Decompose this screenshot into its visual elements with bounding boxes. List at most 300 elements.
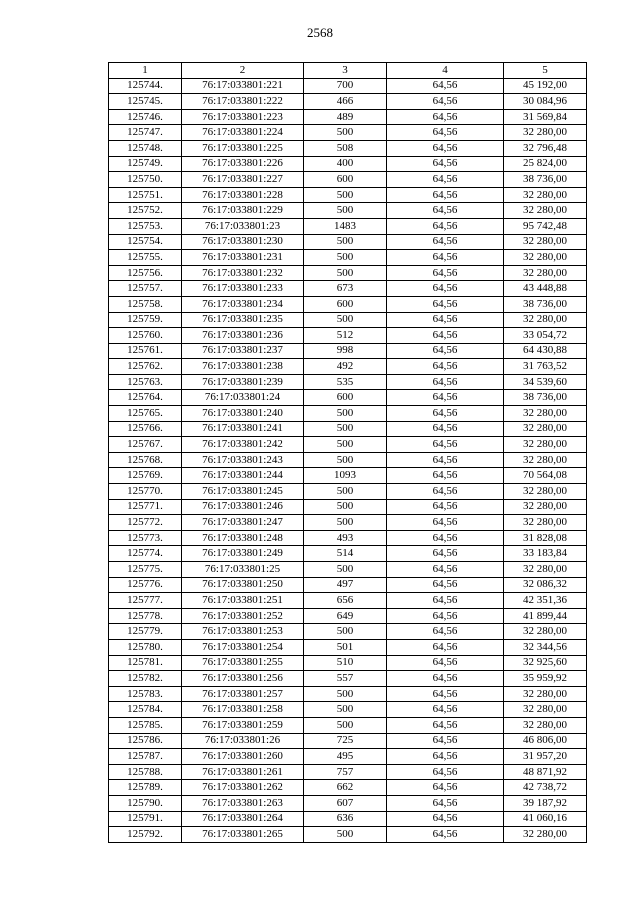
- amount-cell: 25 824,00: [504, 156, 587, 172]
- cadastral-number-cell: 76:17:033801:227: [182, 172, 304, 188]
- column-header: 2: [182, 63, 304, 79]
- rate-cell: 64,56: [387, 499, 504, 515]
- rate-cell: 64,56: [387, 686, 504, 702]
- table-row: [109, 811, 587, 827]
- cadastral-number-cell: 76:17:033801:223: [182, 109, 304, 125]
- rate-cell: 64,56: [387, 109, 504, 125]
- amount-cell: 31 763,52: [504, 359, 587, 375]
- rate-cell: 64,56: [387, 655, 504, 671]
- rate-cell: 64,56: [387, 218, 504, 234]
- table-row: [109, 546, 587, 562]
- amount-cell: 38 736,00: [504, 390, 587, 406]
- table-row: [109, 406, 587, 422]
- row-number-cell: 125771.: [109, 499, 182, 515]
- area-cell: 500: [304, 265, 387, 281]
- cadastral-number-cell: 76:17:033801:245: [182, 484, 304, 500]
- amount-cell: 32 086,32: [504, 577, 587, 593]
- area-cell: 493: [304, 530, 387, 546]
- amount-cell: 42 351,36: [504, 593, 587, 609]
- area-cell: 656: [304, 593, 387, 609]
- area-cell: 500: [304, 515, 387, 531]
- rate-cell: 64,56: [387, 764, 504, 780]
- row-number-cell: 125773.: [109, 530, 182, 546]
- table-row: [109, 390, 587, 406]
- rate-cell: 64,56: [387, 608, 504, 624]
- cadastral-number-cell: 76:17:033801:224: [182, 125, 304, 141]
- amount-cell: 32 280,00: [504, 421, 587, 437]
- cadastral-number-cell: 76:17:033801:230: [182, 234, 304, 250]
- area-cell: 489: [304, 109, 387, 125]
- cadastral-number-cell: 76:17:033801:243: [182, 452, 304, 468]
- cadastral-number-cell: 76:17:033801:256: [182, 671, 304, 687]
- amount-cell: 31 957,20: [504, 749, 587, 765]
- cadastral-number-cell: 76:17:033801:238: [182, 359, 304, 375]
- table-row: [109, 234, 587, 250]
- row-number-cell: 125792.: [109, 827, 182, 843]
- table-row: [109, 562, 587, 578]
- row-number-cell: 125745.: [109, 94, 182, 110]
- cadastral-number-cell: 76:17:033801:26: [182, 733, 304, 749]
- cadastral-number-cell: 76:17:033801:247: [182, 515, 304, 531]
- cadastral-number-cell: 76:17:033801:253: [182, 624, 304, 640]
- cadastral-number-cell: 76:17:033801:249: [182, 546, 304, 562]
- cadastral-number-cell: 76:17:033801:244: [182, 468, 304, 484]
- row-number-cell: 125789.: [109, 780, 182, 796]
- amount-cell: 46 806,00: [504, 733, 587, 749]
- area-cell: 500: [304, 702, 387, 718]
- rate-cell: 64,56: [387, 374, 504, 390]
- cadastral-number-cell: 76:17:033801:234: [182, 296, 304, 312]
- cadastral-number-cell: 76:17:033801:251: [182, 593, 304, 609]
- area-cell: 500: [304, 562, 387, 578]
- amount-cell: 32 280,00: [504, 406, 587, 422]
- rate-cell: 64,56: [387, 406, 504, 422]
- area-cell: 757: [304, 764, 387, 780]
- amount-cell: 32 280,00: [504, 702, 587, 718]
- table-row: [109, 359, 587, 375]
- amount-cell: 32 280,00: [504, 515, 587, 531]
- amount-cell: 32 280,00: [504, 717, 587, 733]
- amount-cell: 32 280,00: [504, 562, 587, 578]
- rate-cell: 64,56: [387, 328, 504, 344]
- row-number-cell: 125772.: [109, 515, 182, 531]
- row-number-cell: 125749.: [109, 156, 182, 172]
- row-number-cell: 125763.: [109, 374, 182, 390]
- cadastral-number-cell: 76:17:033801:228: [182, 187, 304, 203]
- area-cell: 466: [304, 94, 387, 110]
- amount-cell: 32 344,56: [504, 639, 587, 655]
- area-cell: 636: [304, 811, 387, 827]
- amount-cell: 32 280,00: [504, 827, 587, 843]
- rate-cell: 64,56: [387, 795, 504, 811]
- cadastral-number-cell: 76:17:033801:257: [182, 686, 304, 702]
- rate-cell: 64,56: [387, 187, 504, 203]
- rate-cell: 64,56: [387, 468, 504, 484]
- cadastral-number-cell: 76:17:033801:259: [182, 717, 304, 733]
- table-row: [109, 125, 587, 141]
- row-number-cell: 125779.: [109, 624, 182, 640]
- rate-cell: 64,56: [387, 343, 504, 359]
- amount-cell: 32 796,48: [504, 140, 587, 156]
- row-number-cell: 125781.: [109, 655, 182, 671]
- amount-cell: 30 084,96: [504, 94, 587, 110]
- column-header: 1: [109, 63, 182, 79]
- cadastral-number-cell: 76:17:033801:239: [182, 374, 304, 390]
- row-number-cell: 125760.: [109, 328, 182, 344]
- amount-cell: 31 828,08: [504, 530, 587, 546]
- data-table: [108, 62, 587, 843]
- table-row: [109, 655, 587, 671]
- rate-cell: 64,56: [387, 296, 504, 312]
- table-row: [109, 577, 587, 593]
- cadastral-number-cell: 76:17:033801:235: [182, 312, 304, 328]
- rate-cell: 64,56: [387, 78, 504, 94]
- cadastral-number-cell: 76:17:033801:221: [182, 78, 304, 94]
- row-number-cell: 125788.: [109, 764, 182, 780]
- rate-cell: 64,56: [387, 156, 504, 172]
- row-number-cell: 125753.: [109, 218, 182, 234]
- rate-cell: 64,56: [387, 265, 504, 281]
- amount-cell: 43 448,88: [504, 281, 587, 297]
- amount-cell: 32 280,00: [504, 312, 587, 328]
- amount-cell: 64 430,88: [504, 343, 587, 359]
- table-row: [109, 468, 587, 484]
- amount-cell: 35 959,92: [504, 671, 587, 687]
- rate-cell: 64,56: [387, 749, 504, 765]
- cadastral-number-cell: 76:17:033801:226: [182, 156, 304, 172]
- rate-cell: 64,56: [387, 780, 504, 796]
- row-number-cell: 125780.: [109, 639, 182, 655]
- cadastral-number-cell: 76:17:033801:233: [182, 281, 304, 297]
- row-number-cell: 125751.: [109, 187, 182, 203]
- rate-cell: 64,56: [387, 234, 504, 250]
- row-number-cell: 125787.: [109, 749, 182, 765]
- amount-cell: 34 539,60: [504, 374, 587, 390]
- cadastral-number-cell: 76:17:033801:264: [182, 811, 304, 827]
- table-row: [109, 515, 587, 531]
- area-cell: 700: [304, 78, 387, 94]
- table-row: [109, 593, 587, 609]
- column-header: 3: [304, 63, 387, 79]
- row-number-cell: 125782.: [109, 671, 182, 687]
- table-row: [109, 281, 587, 297]
- amount-cell: 33 054,72: [504, 328, 587, 344]
- table-row: [109, 296, 587, 312]
- rate-cell: 64,56: [387, 624, 504, 640]
- table-row: [109, 343, 587, 359]
- amount-cell: 32 280,00: [504, 452, 587, 468]
- cadastral-number-cell: 76:17:033801:229: [182, 203, 304, 219]
- rate-cell: 64,56: [387, 203, 504, 219]
- row-number-cell: 125778.: [109, 608, 182, 624]
- cadastral-number-cell: 76:17:033801:252: [182, 608, 304, 624]
- row-number-cell: 125747.: [109, 125, 182, 141]
- area-cell: 600: [304, 390, 387, 406]
- amount-cell: 95 742,48: [504, 218, 587, 234]
- column-header: 4: [387, 63, 504, 79]
- rate-cell: 64,56: [387, 546, 504, 562]
- table-row: [109, 328, 587, 344]
- cadastral-number-cell: 76:17:033801:232: [182, 265, 304, 281]
- cadastral-number-cell: 76:17:033801:23: [182, 218, 304, 234]
- row-number-cell: 125791.: [109, 811, 182, 827]
- area-cell: 492: [304, 359, 387, 375]
- cadastral-number-cell: 76:17:033801:231: [182, 250, 304, 266]
- column-header: 5: [504, 63, 587, 79]
- table-row: [109, 624, 587, 640]
- row-number-cell: 125783.: [109, 686, 182, 702]
- row-number-cell: 125761.: [109, 343, 182, 359]
- amount-cell: 32 280,00: [504, 250, 587, 266]
- amount-cell: 45 192,00: [504, 78, 587, 94]
- row-number-cell: 125758.: [109, 296, 182, 312]
- rate-cell: 64,56: [387, 702, 504, 718]
- area-cell: 500: [304, 125, 387, 141]
- area-cell: 500: [304, 437, 387, 453]
- rate-cell: 64,56: [387, 530, 504, 546]
- row-number-cell: 125775.: [109, 562, 182, 578]
- area-cell: 400: [304, 156, 387, 172]
- amount-cell: 41 060,16: [504, 811, 587, 827]
- cadastral-number-cell: 76:17:033801:255: [182, 655, 304, 671]
- area-cell: 495: [304, 749, 387, 765]
- table-row: [109, 671, 587, 687]
- rate-cell: 64,56: [387, 811, 504, 827]
- table-row: [109, 499, 587, 515]
- table-row: [109, 78, 587, 94]
- table-row: [109, 265, 587, 281]
- table-row: [109, 484, 587, 500]
- row-number-cell: 125754.: [109, 234, 182, 250]
- rate-cell: 64,56: [387, 125, 504, 141]
- table-row: [109, 250, 587, 266]
- table-row: [109, 156, 587, 172]
- row-number-cell: 125756.: [109, 265, 182, 281]
- table-row: [109, 452, 587, 468]
- row-number-cell: 125769.: [109, 468, 182, 484]
- rate-cell: 64,56: [387, 452, 504, 468]
- table-row: [109, 203, 587, 219]
- row-number-cell: 125784.: [109, 702, 182, 718]
- cadastral-number-cell: 76:17:033801:263: [182, 795, 304, 811]
- area-cell: 500: [304, 827, 387, 843]
- area-cell: 673: [304, 281, 387, 297]
- rate-cell: 64,56: [387, 172, 504, 188]
- amount-cell: 32 280,00: [504, 484, 587, 500]
- rate-cell: 64,56: [387, 562, 504, 578]
- area-cell: 500: [304, 203, 387, 219]
- cadastral-number-cell: 76:17:033801:260: [182, 749, 304, 765]
- area-cell: 600: [304, 172, 387, 188]
- amount-cell: 32 280,00: [504, 499, 587, 515]
- row-number-cell: 125765.: [109, 406, 182, 422]
- amount-cell: 32 925,60: [504, 655, 587, 671]
- rate-cell: 64,56: [387, 390, 504, 406]
- area-cell: 512: [304, 328, 387, 344]
- cadastral-number-cell: 76:17:033801:250: [182, 577, 304, 593]
- rate-cell: 64,56: [387, 359, 504, 375]
- cadastral-number-cell: 76:17:033801:246: [182, 499, 304, 515]
- table-row: [109, 437, 587, 453]
- amount-cell: 41 899,44: [504, 608, 587, 624]
- rate-cell: 64,56: [387, 671, 504, 687]
- area-cell: 998: [304, 343, 387, 359]
- rate-cell: 64,56: [387, 577, 504, 593]
- amount-cell: 38 736,00: [504, 172, 587, 188]
- area-cell: 600: [304, 296, 387, 312]
- area-cell: 662: [304, 780, 387, 796]
- rate-cell: 64,56: [387, 593, 504, 609]
- table-row: [109, 780, 587, 796]
- amount-cell: 32 280,00: [504, 265, 587, 281]
- cadastral-number-cell: 76:17:033801:242: [182, 437, 304, 453]
- amount-cell: 39 187,92: [504, 795, 587, 811]
- row-number-cell: 125770.: [109, 484, 182, 500]
- table-row: [109, 795, 587, 811]
- area-cell: 500: [304, 187, 387, 203]
- table-row: [109, 827, 587, 843]
- row-number-cell: 125777.: [109, 593, 182, 609]
- table-row: [109, 312, 587, 328]
- area-cell: 514: [304, 546, 387, 562]
- cadastral-number-cell: 76:17:033801:222: [182, 94, 304, 110]
- row-number-cell: 125744.: [109, 78, 182, 94]
- row-number-cell: 125748.: [109, 140, 182, 156]
- table-row: [109, 530, 587, 546]
- row-number-cell: 125790.: [109, 795, 182, 811]
- amount-cell: 42 738,72: [504, 780, 587, 796]
- cadastral-number-cell: 76:17:033801:265: [182, 827, 304, 843]
- area-cell: 500: [304, 686, 387, 702]
- cadastral-number-cell: 76:17:033801:261: [182, 764, 304, 780]
- row-number-cell: 125762.: [109, 359, 182, 375]
- table-row: [109, 374, 587, 390]
- cadastral-number-cell: 76:17:033801:25: [182, 562, 304, 578]
- amount-cell: 32 280,00: [504, 624, 587, 640]
- area-cell: 500: [304, 717, 387, 733]
- area-cell: 649: [304, 608, 387, 624]
- row-number-cell: 125746.: [109, 109, 182, 125]
- amount-cell: 32 280,00: [504, 125, 587, 141]
- table-row: [109, 702, 587, 718]
- cadastral-number-cell: 76:17:033801:248: [182, 530, 304, 546]
- area-cell: 497: [304, 577, 387, 593]
- cadastral-number-cell: 76:17:033801:24: [182, 390, 304, 406]
- amount-cell: 32 280,00: [504, 187, 587, 203]
- table-row: [109, 639, 587, 655]
- table-row: [109, 686, 587, 702]
- amount-cell: 32 280,00: [504, 437, 587, 453]
- row-number-cell: 125752.: [109, 203, 182, 219]
- row-number-cell: 125774.: [109, 546, 182, 562]
- table-row: [109, 733, 587, 749]
- amount-cell: 33 183,84: [504, 546, 587, 562]
- amount-cell: 32 280,00: [504, 234, 587, 250]
- rate-cell: 64,56: [387, 733, 504, 749]
- area-cell: 557: [304, 671, 387, 687]
- area-cell: 500: [304, 234, 387, 250]
- rate-cell: 64,56: [387, 437, 504, 453]
- table-row: [109, 94, 587, 110]
- row-number-cell: 125766.: [109, 421, 182, 437]
- amount-cell: 70 564,08: [504, 468, 587, 484]
- rate-cell: 64,56: [387, 515, 504, 531]
- area-cell: 500: [304, 421, 387, 437]
- cadastral-number-cell: 76:17:033801:240: [182, 406, 304, 422]
- table-row: [109, 717, 587, 733]
- row-number-cell: 125755.: [109, 250, 182, 266]
- area-cell: 500: [304, 484, 387, 500]
- table-row: [109, 187, 587, 203]
- area-cell: 501: [304, 639, 387, 655]
- cadastral-number-cell: 76:17:033801:237: [182, 343, 304, 359]
- rate-cell: 64,56: [387, 281, 504, 297]
- amount-cell: 38 736,00: [504, 296, 587, 312]
- area-cell: 607: [304, 795, 387, 811]
- rate-cell: 64,56: [387, 421, 504, 437]
- cadastral-number-cell: 76:17:033801:236: [182, 328, 304, 344]
- area-cell: 510: [304, 655, 387, 671]
- rate-cell: 64,56: [387, 94, 504, 110]
- rate-cell: 64,56: [387, 717, 504, 733]
- table-body: [109, 78, 587, 842]
- rate-cell: 64,56: [387, 639, 504, 655]
- amount-cell: 32 280,00: [504, 203, 587, 219]
- table-row: [109, 608, 587, 624]
- table-row: [109, 218, 587, 234]
- table-row: [109, 109, 587, 125]
- row-number-cell: 125759.: [109, 312, 182, 328]
- row-number-cell: 125750.: [109, 172, 182, 188]
- row-number-cell: 125785.: [109, 717, 182, 733]
- table-header-row: [109, 63, 587, 79]
- rate-cell: 64,56: [387, 827, 504, 843]
- table-row: [109, 749, 587, 765]
- row-number-cell: 125776.: [109, 577, 182, 593]
- area-cell: 508: [304, 140, 387, 156]
- area-cell: 500: [304, 312, 387, 328]
- cadastral-number-cell: 76:17:033801:225: [182, 140, 304, 156]
- row-number-cell: 125786.: [109, 733, 182, 749]
- rate-cell: 64,56: [387, 312, 504, 328]
- area-cell: 535: [304, 374, 387, 390]
- cadastral-number-cell: 76:17:033801:241: [182, 421, 304, 437]
- rate-cell: 64,56: [387, 484, 504, 500]
- row-number-cell: 125764.: [109, 390, 182, 406]
- table-row: [109, 421, 587, 437]
- area-cell: 725: [304, 733, 387, 749]
- area-cell: 500: [304, 250, 387, 266]
- cadastral-number-cell: 76:17:033801:254: [182, 639, 304, 655]
- area-cell: 1093: [304, 468, 387, 484]
- row-number-cell: 125768.: [109, 452, 182, 468]
- rate-cell: 64,56: [387, 140, 504, 156]
- cadastral-number-cell: 76:17:033801:258: [182, 702, 304, 718]
- rate-cell: 64,56: [387, 250, 504, 266]
- table-row: [109, 140, 587, 156]
- table-row: [109, 172, 587, 188]
- amount-cell: 31 569,84: [504, 109, 587, 125]
- area-cell: 500: [304, 406, 387, 422]
- amount-cell: 48 871,92: [504, 764, 587, 780]
- amount-cell: 32 280,00: [504, 686, 587, 702]
- table-row: [109, 764, 587, 780]
- area-cell: 1483: [304, 218, 387, 234]
- row-number-cell: 125757.: [109, 281, 182, 297]
- area-cell: 500: [304, 452, 387, 468]
- page-number: 2568: [307, 25, 333, 40]
- cadastral-number-cell: 76:17:033801:262: [182, 780, 304, 796]
